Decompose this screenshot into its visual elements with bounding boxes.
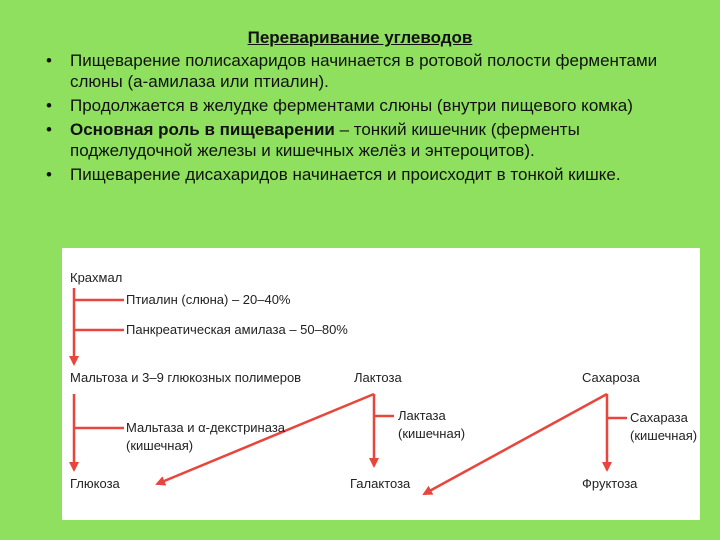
bullet-item (46, 119, 686, 161)
bullet-item (46, 95, 686, 116)
sucrase-source-label: (кишечная) (630, 428, 698, 443)
lactase-label: Лактаза (398, 408, 446, 423)
bullet-dot-icon: • (46, 120, 52, 139)
maltase-label: Мальтаза и α-декстриназа (126, 420, 286, 435)
glucose-label: Глюкоза (70, 476, 120, 491)
bullet-item (46, 164, 686, 185)
maltase-source-label: (кишечная) (126, 438, 194, 453)
bullet-dot-icon: • (46, 51, 52, 70)
fructose-label: Фруктоза (582, 476, 638, 491)
sucrose-label: Сахароза (582, 370, 640, 385)
bullet-list (46, 50, 686, 188)
starch-label: Крахмал (70, 270, 123, 285)
bullet-item (46, 50, 686, 92)
pancreatic-amylase-label: Панкреатическая амилаза – 50–80% (126, 322, 348, 337)
maltose-label: Мальтоза и 3–9 глюкозных полимеров (70, 370, 302, 385)
bullet-dot-icon: • (46, 165, 52, 184)
bullet-dot-icon: • (46, 96, 52, 115)
bullet-text: Продолжается в желудке ферментами слюны (внутри пищевого комка) (70, 96, 633, 115)
bullet-text: Пищеварение полисахаридов начинается в ротовой полости ферментами слюны (а-амилаза или птиалин). (70, 51, 658, 91)
digestion-diagram (62, 248, 700, 520)
sucrase-label: Сахараза (630, 410, 688, 425)
sucrose-to-glucose-line (424, 394, 607, 494)
galactose-label: Галактоза (350, 476, 411, 491)
bullet-text: – тонкий кишечник (ферменты поджелудочной железы и кишечных желёз и энтероцитов). (70, 120, 580, 160)
slide-title: Переваривание углеводов (247, 28, 473, 47)
bullet-text: Пищеварение дисахаридов начинается и происходит в тонкой кишке. (70, 165, 621, 184)
bullet-bold-text: Основная роль в пищеварении (70, 120, 335, 139)
ptyalin-label: Птиалин (слюна) – 20–40% (126, 292, 291, 307)
lactase-source-label: (кишечная) (398, 426, 466, 441)
lactose-label: Лактоза (354, 370, 402, 385)
